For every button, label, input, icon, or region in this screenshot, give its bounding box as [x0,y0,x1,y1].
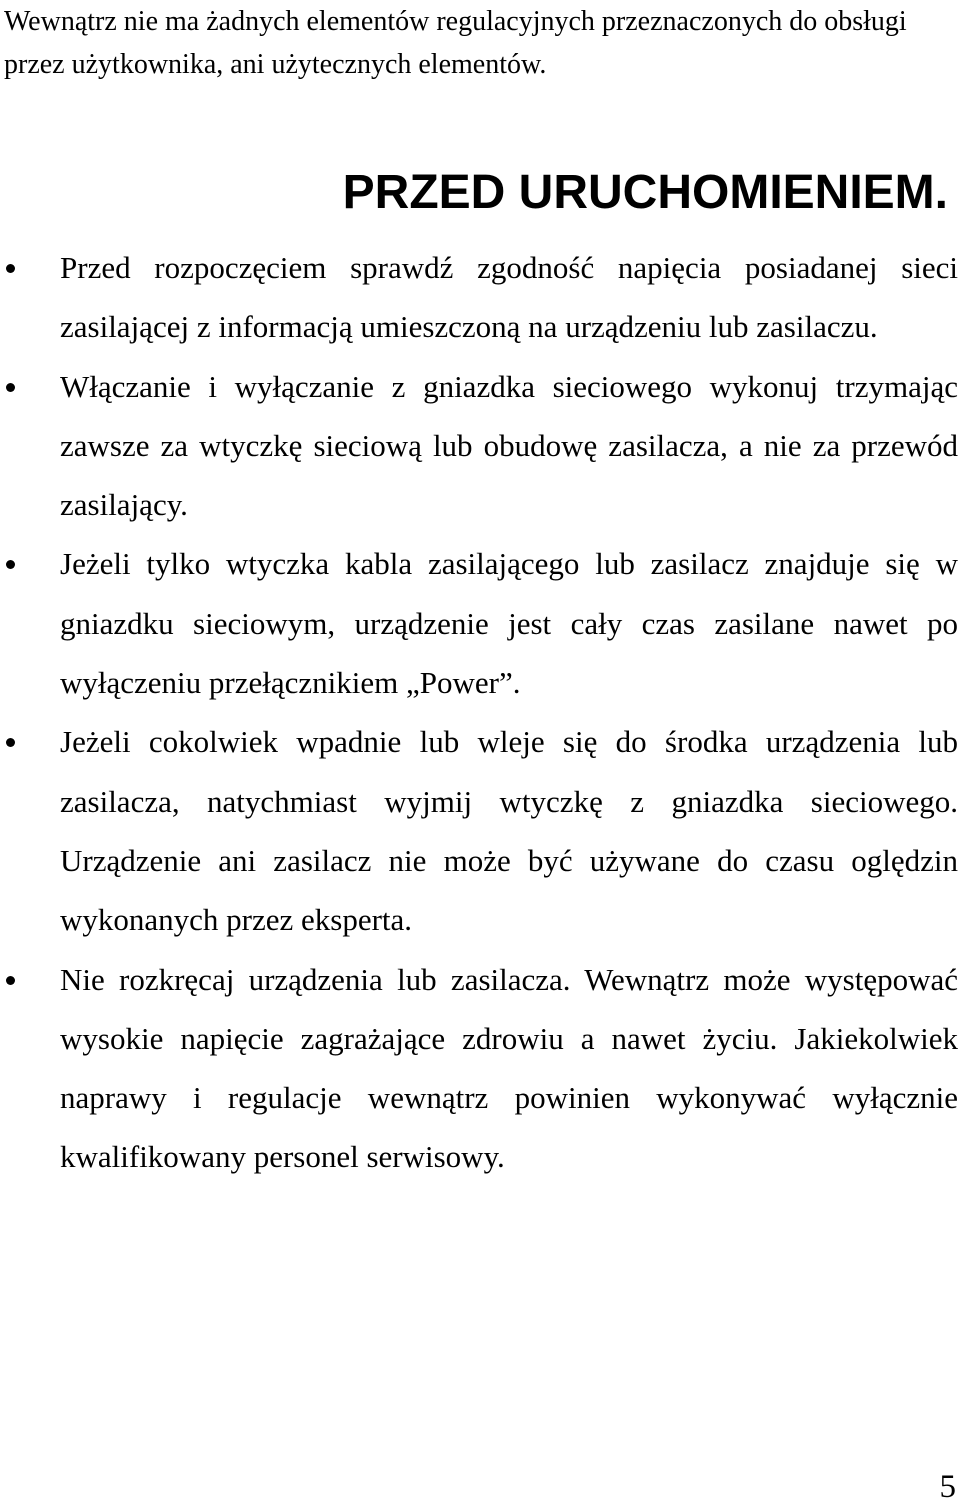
bullet-text: Jeżeli cokolwiek wpadnie lub wleje się do środka urządzenia lub zasilacza, natychmiast wyjmij wtyczkę z gniazdka sieciowego. Urządzenie ani zasilacz nie może być używane do czasu oględzin wykonanych przez eksperta. [60,724,958,938]
bullet-text: Przed rozpoczęciem sprawdź zgodność napięcia posiadanej sieci zasilającej z informacją umieszczoną na urządzeniu lub zasilaczu. [60,250,958,345]
bullet-text: Nie rozkręcaj urządzenia lub zasilacza. Wewnątrz może występować wysokie napięcie zagrażające zdrowiu a nawet życiu. Jakiekolwiek naprawy i regulacje wewnątrz powinien wykonywać wyłącznie kwalifikowany personel serwisowy. [60,961,958,1175]
section-title: PRZED URUCHOMIENIEM. [342,166,948,219]
safety-bullet-list [0,238,960,1187]
bullet-text: Jeżeli tylko wtyczka kabla zasilającego lub zasilacz znajduje się w gniazdku sieciowym, urządzenie jest cały czas zasilane nawet po wyłączeniu przełącznikiem „Power”. [60,546,958,701]
bullet-item-voltage-check [0,238,960,357]
bullet-item-liquid-ingress [0,712,960,949]
bullet-item-standby-power [0,534,960,712]
intro-paragraph: Wewnątrz nie ma żadnych elementów regulacyjnych przeznaczonych do obsługi przez użytkownika, ani użytecznych elementów. [4,6,907,80]
bullet-item-no-disassembly [0,950,960,1187]
bullet-item-plug-handling [0,357,960,535]
bullet-text: Włączanie i wyłączanie z gniazdka sieciowego wykonuj trzymając zawsze za wtyczkę sieciową lub obudowę zasilacza, a nie za przewód zasilający. [60,368,958,523]
page-number: 5 [939,1469,956,1505]
